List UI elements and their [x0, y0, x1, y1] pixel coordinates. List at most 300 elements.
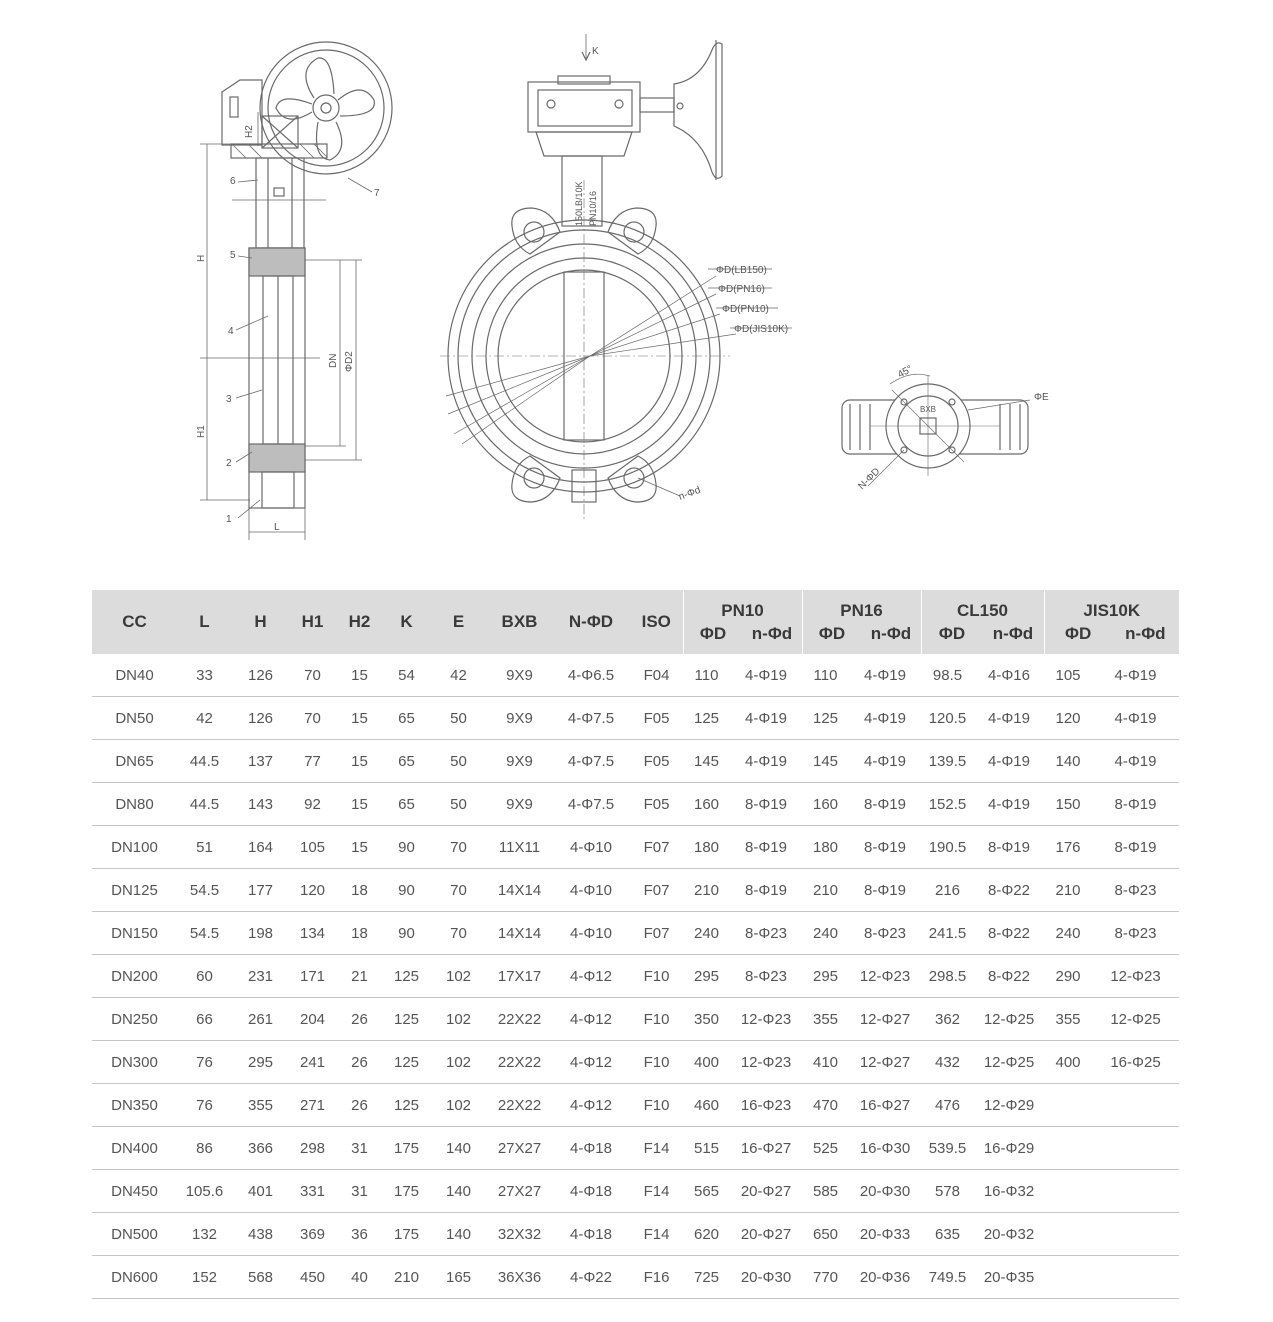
header-l: L — [199, 612, 210, 631]
cell-n-phi-d: 4-Φ7.5 — [552, 697, 630, 740]
cell-l: 152 — [177, 1256, 232, 1299]
cell-h1: 331 — [289, 1170, 336, 1213]
cell-pn10-phi-d: 240 — [683, 912, 730, 955]
label-angle-45: 45° — [896, 363, 915, 381]
cell-jis10k-n-phi-d: 8-Φ23 — [1092, 912, 1179, 955]
cell-pn16-n-phi-d: 8-Φ19 — [849, 783, 921, 826]
cell-h2: 21 — [336, 955, 383, 998]
cell-jis10k-phi-d — [1044, 1213, 1092, 1256]
dim-label-h: H — [196, 254, 207, 262]
cell-pn16-phi-d: 210 — [802, 869, 849, 912]
cell-jis10k-n-phi-d: 12-Φ23 — [1092, 955, 1179, 998]
part-number-7: 7 — [374, 188, 380, 199]
cell-k: 125 — [383, 955, 430, 998]
cell-cl150-phi-d: 190.5 — [921, 826, 974, 869]
cell-cl150-phi-d: 578 — [921, 1170, 974, 1213]
header-group-pn10 — [683, 590, 802, 654]
group-title: JIS10K — [1083, 600, 1141, 620]
cell-pn10-n-phi-d: 8-Φ23 — [730, 955, 802, 998]
cell-pn10-phi-d: 210 — [683, 869, 730, 912]
cell-jis10k-n-phi-d: 4-Φ19 — [1092, 654, 1179, 697]
cell-jis10k-n-phi-d: 8-Φ19 — [1092, 783, 1179, 826]
cell-n-phi-d: 4-Φ12 — [552, 998, 630, 1041]
dim-label-phi-d2: ΦD2 — [344, 351, 355, 372]
cell-jis10k-n-phi-d — [1092, 1127, 1179, 1170]
cell-pn16-phi-d: 470 — [802, 1084, 849, 1127]
cell-n-phi-d: 4-Φ10 — [552, 869, 630, 912]
cell-pn10-n-phi-d: 20-Φ27 — [730, 1213, 802, 1256]
cell-pn16-n-phi-d: 12-Φ27 — [849, 1041, 921, 1084]
header-group-pn16 — [802, 590, 921, 654]
cell-h: 355 — [232, 1084, 289, 1127]
cell-pn16-n-phi-d: 4-Φ19 — [849, 654, 921, 697]
cell-h1: 77 — [289, 740, 336, 783]
cell-n-phi-d: 4-Φ18 — [552, 1127, 630, 1170]
table-header-row — [92, 590, 1179, 654]
cell-jis10k-n-phi-d — [1092, 1256, 1179, 1299]
cell-cl150-phi-d: 120.5 — [921, 697, 974, 740]
cell-iso: F10 — [630, 1084, 683, 1127]
cell-h2: 26 — [336, 998, 383, 1041]
cell-h: 137 — [232, 740, 289, 783]
dim-label-k: K — [592, 46, 599, 57]
group-sub-n-phi-d: n-Φd — [870, 623, 912, 643]
cell-h1: 92 — [289, 783, 336, 826]
dim-label-l: L — [274, 522, 280, 533]
cell-pn16-n-phi-d: 4-Φ19 — [849, 697, 921, 740]
cell-cl150-n-phi-d: 4-Φ19 — [974, 740, 1044, 783]
cell-pn10-n-phi-d: 16-Φ27 — [730, 1127, 802, 1170]
cell-cc: DN350 — [92, 1084, 177, 1127]
cell-e: 70 — [430, 912, 487, 955]
cell-pn10-phi-d: 620 — [683, 1213, 730, 1256]
cell-cl150-phi-d: 216 — [921, 869, 974, 912]
cell-cl150-n-phi-d: 16-Φ32 — [974, 1170, 1044, 1213]
group-title: CL150 — [956, 600, 1009, 620]
cell-k: 65 — [383, 783, 430, 826]
cell-e: 140 — [430, 1213, 487, 1256]
cell-cc: DN600 — [92, 1256, 177, 1299]
cell-n-phi-d: 4-Φ12 — [552, 955, 630, 998]
label-n-phi-d-small: n-Φd — [677, 484, 703, 503]
cell-cc: DN400 — [92, 1127, 177, 1170]
cell-jis10k-phi-d: 290 — [1044, 955, 1092, 998]
cell-pn16-phi-d: 410 — [802, 1041, 849, 1084]
cell-pn16-n-phi-d: 8-Φ19 — [849, 869, 921, 912]
cell-pn16-n-phi-d: 4-Φ19 — [849, 740, 921, 783]
cell-h1: 70 — [289, 697, 336, 740]
group-title: PN16 — [840, 600, 883, 620]
cell-l: 86 — [177, 1127, 232, 1170]
cell-jis10k-phi-d — [1044, 1084, 1092, 1127]
cell-h2: 31 — [336, 1170, 383, 1213]
cell-h: 126 — [232, 697, 289, 740]
cell-pn10-n-phi-d: 12-Φ23 — [730, 1041, 802, 1084]
cell-h: 198 — [232, 912, 289, 955]
cell-jis10k-n-phi-d: 4-Φ19 — [1092, 740, 1179, 783]
cell-k: 125 — [383, 1084, 430, 1127]
cell-h1: 204 — [289, 998, 336, 1041]
cell-n-phi-d: 4-Φ7.5 — [552, 740, 630, 783]
cell-jis10k-phi-d — [1044, 1127, 1092, 1170]
dim-label-h1: H1 — [196, 425, 207, 438]
cell-h: 568 — [232, 1256, 289, 1299]
cell-cl150-n-phi-d: 8-Φ22 — [974, 912, 1044, 955]
table-row — [92, 955, 1179, 998]
cell-cl150-phi-d: 749.5 — [921, 1256, 974, 1299]
cell-e: 102 — [430, 998, 487, 1041]
cell-iso: F04 — [630, 654, 683, 697]
table-row — [92, 740, 1179, 783]
cell-l: 51 — [177, 826, 232, 869]
cell-pn16-phi-d: 110 — [802, 654, 849, 697]
cell-cc: DN100 — [92, 826, 177, 869]
cell-pn16-n-phi-d: 20-Φ33 — [849, 1213, 921, 1256]
cell-l: 33 — [177, 654, 232, 697]
cell-cc: DN40 — [92, 654, 177, 697]
cell-k: 65 — [383, 740, 430, 783]
label-phi-e: ΦE — [1034, 392, 1049, 403]
cell-jis10k-phi-d — [1044, 1256, 1092, 1299]
cell-jis10k-n-phi-d: 12-Φ25 — [1092, 998, 1179, 1041]
cell-e: 50 — [430, 697, 487, 740]
part-number-6: 6 — [230, 176, 236, 187]
cell-h2: 15 — [336, 697, 383, 740]
cell-bxb: 9X9 — [487, 740, 552, 783]
front-view — [440, 34, 792, 520]
cell-iso: F16 — [630, 1256, 683, 1299]
cell-cc: DN80 — [92, 783, 177, 826]
cell-bxb: 9X9 — [487, 783, 552, 826]
cell-e: 70 — [430, 826, 487, 869]
cell-cl150-phi-d: 362 — [921, 998, 974, 1041]
cell-jis10k-phi-d: 240 — [1044, 912, 1092, 955]
cell-cl150-n-phi-d: 16-Φ29 — [974, 1127, 1044, 1170]
cell-h1: 134 — [289, 912, 336, 955]
cell-cc: DN500 — [92, 1213, 177, 1256]
cell-cl150-n-phi-d: 12-Φ25 — [974, 1041, 1044, 1084]
cell-h: 231 — [232, 955, 289, 998]
cell-pn16-phi-d: 355 — [802, 998, 849, 1041]
cell-cc: DN250 — [92, 998, 177, 1041]
cell-pn10-n-phi-d: 8-Φ19 — [730, 783, 802, 826]
cell-k: 175 — [383, 1127, 430, 1170]
group-sub-n-phi-d: n-Φd — [1125, 623, 1166, 643]
header-n-phi-d: N-ΦD — [568, 612, 614, 631]
cell-e: 70 — [430, 869, 487, 912]
header-h1: H1 — [301, 612, 324, 631]
cell-jis10k-phi-d: 120 — [1044, 697, 1092, 740]
cell-pn16-n-phi-d: 8-Φ23 — [849, 912, 921, 955]
cell-l: 60 — [177, 955, 232, 998]
cell-l: 44.5 — [177, 783, 232, 826]
cell-h1: 241 — [289, 1041, 336, 1084]
table-row — [92, 1041, 1179, 1084]
part-number-2: 2 — [226, 458, 232, 469]
cell-cc: DN200 — [92, 955, 177, 998]
cell-pn10-phi-d: 160 — [683, 783, 730, 826]
cell-e: 140 — [430, 1127, 487, 1170]
cell-bxb: 9X9 — [487, 697, 552, 740]
table-row — [92, 912, 1179, 955]
cell-pn10-n-phi-d: 8-Φ23 — [730, 912, 802, 955]
table-row — [92, 1256, 1179, 1299]
cell-cc: DN150 — [92, 912, 177, 955]
cell-pn10-phi-d: 295 — [683, 955, 730, 998]
cell-pn10-n-phi-d: 4-Φ19 — [730, 654, 802, 697]
cell-h: 177 — [232, 869, 289, 912]
cell-h: 401 — [232, 1170, 289, 1213]
dim-label-h2: H2 — [244, 125, 255, 138]
cell-cl150-phi-d: 635 — [921, 1213, 974, 1256]
cell-cl150-phi-d: 98.5 — [921, 654, 974, 697]
cell-jis10k-n-phi-d: 8-Φ19 — [1092, 826, 1179, 869]
dim-label-dn: DN — [328, 353, 339, 368]
cell-cl150-phi-d: 476 — [921, 1084, 974, 1127]
cell-h2: 26 — [336, 1084, 383, 1127]
cell-pn10-n-phi-d: 4-Φ19 — [730, 697, 802, 740]
cell-cl150-n-phi-d: 12-Φ25 — [974, 998, 1044, 1041]
cell-cl150-n-phi-d: 4-Φ19 — [974, 697, 1044, 740]
cell-cl150-phi-d: 139.5 — [921, 740, 974, 783]
cell-k: 175 — [383, 1213, 430, 1256]
cell-jis10k-n-phi-d: 8-Φ23 — [1092, 869, 1179, 912]
cell-e: 102 — [430, 1084, 487, 1127]
cell-pn16-n-phi-d: 20-Φ36 — [849, 1256, 921, 1299]
cell-h: 143 — [232, 783, 289, 826]
table-row — [92, 998, 1179, 1041]
cell-h2: 15 — [336, 740, 383, 783]
cell-cl150-phi-d: 298.5 — [921, 955, 974, 998]
cell-h: 295 — [232, 1041, 289, 1084]
cell-e: 50 — [430, 740, 487, 783]
table-row — [92, 1127, 1179, 1170]
header-h2: H2 — [348, 612, 371, 631]
cell-bxb: 14X14 — [487, 912, 552, 955]
cell-cc: DN125 — [92, 869, 177, 912]
cell-iso: F10 — [630, 998, 683, 1041]
cell-h: 438 — [232, 1213, 289, 1256]
cell-pn16-n-phi-d: 16-Φ30 — [849, 1127, 921, 1170]
header-k: K — [400, 612, 413, 631]
cell-h: 126 — [232, 654, 289, 697]
cell-h2: 15 — [336, 826, 383, 869]
cell-pn16-n-phi-d: 8-Φ19 — [849, 826, 921, 869]
cell-iso: F05 — [630, 697, 683, 740]
header-iso: ISO — [641, 612, 671, 631]
cell-k: 210 — [383, 1256, 430, 1299]
group-sub-phi-d: ΦD — [1065, 623, 1092, 643]
cell-pn10-phi-d: 145 — [683, 740, 730, 783]
cell-n-phi-d: 4-Φ10 — [552, 826, 630, 869]
label-bxb: BXB — [920, 405, 937, 414]
cell-h1: 298 — [289, 1127, 336, 1170]
table-row — [92, 697, 1179, 740]
cell-cl150-n-phi-d: 20-Φ32 — [974, 1213, 1044, 1256]
cell-l: 132 — [177, 1213, 232, 1256]
cell-e: 102 — [430, 1041, 487, 1084]
part-number-3: 3 — [226, 394, 232, 405]
cell-cl150-n-phi-d: 12-Φ29 — [974, 1084, 1044, 1127]
cell-cl150-n-phi-d: 8-Φ19 — [974, 826, 1044, 869]
cell-n-phi-d: 4-Φ18 — [552, 1170, 630, 1213]
table-row — [92, 826, 1179, 869]
part-number-1: 1 — [226, 514, 232, 525]
group-sub-n-phi-d: n-Φd — [751, 623, 793, 643]
cell-e: 165 — [430, 1256, 487, 1299]
cell-n-phi-d: 4-Φ10 — [552, 912, 630, 955]
label-phi-d-pn10: ΦD(PN10) — [722, 304, 769, 315]
cell-h2: 15 — [336, 654, 383, 697]
cell-h1: 70 — [289, 654, 336, 697]
cell-h1: 171 — [289, 955, 336, 998]
cell-pn16-phi-d: 585 — [802, 1170, 849, 1213]
cell-cc: DN300 — [92, 1041, 177, 1084]
label-phi-d-lb150: ΦD(LB150) — [716, 265, 767, 276]
cell-pn10-phi-d: 350 — [683, 998, 730, 1041]
cell-pn16-phi-d: 525 — [802, 1127, 849, 1170]
cell-pn10-phi-d: 725 — [683, 1256, 730, 1299]
cell-cl150-n-phi-d: 20-Φ35 — [974, 1256, 1044, 1299]
cell-l: 76 — [177, 1041, 232, 1084]
cell-e: 50 — [430, 783, 487, 826]
label-phi-d-pn16: ΦD(PN16) — [718, 284, 765, 295]
cell-l: 42 — [177, 697, 232, 740]
cell-bxb: 22X22 — [487, 1041, 552, 1084]
cell-bxb: 36X36 — [487, 1256, 552, 1299]
cell-n-phi-d: 4-Φ22 — [552, 1256, 630, 1299]
cell-cl150-phi-d: 152.5 — [921, 783, 974, 826]
cell-pn10-phi-d: 125 — [683, 697, 730, 740]
cell-n-phi-d: 4-Φ6.5 — [552, 654, 630, 697]
cell-pn16-n-phi-d: 20-Φ30 — [849, 1170, 921, 1213]
cell-cl150-phi-d: 539.5 — [921, 1127, 974, 1170]
cell-bxb: 14X14 — [487, 869, 552, 912]
cell-pn16-phi-d: 145 — [802, 740, 849, 783]
cell-l: 54.5 — [177, 869, 232, 912]
cell-cl150-phi-d: 241.5 — [921, 912, 974, 955]
cell-jis10k-phi-d: 355 — [1044, 998, 1092, 1041]
table-row — [92, 869, 1179, 912]
table-row — [92, 654, 1179, 697]
cell-cl150-n-phi-d: 8-Φ22 — [974, 869, 1044, 912]
cell-jis10k-n-phi-d — [1092, 1213, 1179, 1256]
cell-iso: F10 — [630, 955, 683, 998]
cell-pn16-phi-d: 770 — [802, 1256, 849, 1299]
cell-e: 42 — [430, 654, 487, 697]
pressure-marks-2: PN10/16 — [588, 190, 598, 226]
cell-jis10k-phi-d — [1044, 1170, 1092, 1213]
cell-cl150-n-phi-d: 4-Φ19 — [974, 783, 1044, 826]
cell-l: 44.5 — [177, 740, 232, 783]
cell-k: 90 — [383, 826, 430, 869]
cell-h2: 31 — [336, 1127, 383, 1170]
cell-bxb: 27X27 — [487, 1170, 552, 1213]
table-row — [92, 1084, 1179, 1127]
cell-iso: F10 — [630, 1041, 683, 1084]
cell-pn10-n-phi-d: 4-Φ19 — [730, 740, 802, 783]
cell-pn16-phi-d: 650 — [802, 1213, 849, 1256]
cell-jis10k-phi-d: 176 — [1044, 826, 1092, 869]
cell-h: 366 — [232, 1127, 289, 1170]
cell-pn10-n-phi-d: 16-Φ23 — [730, 1084, 802, 1127]
cell-h1: 105 — [289, 826, 336, 869]
header-cc: CC — [122, 612, 147, 631]
cell-pn10-phi-d: 515 — [683, 1127, 730, 1170]
cell-n-phi-d: 4-Φ18 — [552, 1213, 630, 1256]
group-sub-phi-d: ΦD — [699, 623, 727, 643]
group-sub-n-phi-d: n-Φd — [992, 623, 1034, 643]
cell-n-phi-d: 4-Φ12 — [552, 1041, 630, 1084]
cell-cc: DN65 — [92, 740, 177, 783]
cell-jis10k-phi-d: 140 — [1044, 740, 1092, 783]
cell-e: 140 — [430, 1170, 487, 1213]
cell-iso: F07 — [630, 826, 683, 869]
cell-iso: F14 — [630, 1213, 683, 1256]
cell-cc: DN450 — [92, 1170, 177, 1213]
cell-pn10-phi-d: 400 — [683, 1041, 730, 1084]
cell-h2: 18 — [336, 912, 383, 955]
cell-pn10-n-phi-d: 8-Φ19 — [730, 826, 802, 869]
cell-pn16-phi-d: 160 — [802, 783, 849, 826]
cell-pn16-phi-d: 295 — [802, 955, 849, 998]
group-sub-phi-d: ΦD — [938, 623, 966, 643]
cell-cl150-phi-d: 432 — [921, 1041, 974, 1084]
part-number-4: 4 — [228, 326, 234, 337]
group-title: PN10 — [721, 600, 764, 620]
cell-h1: 271 — [289, 1084, 336, 1127]
cell-h1: 450 — [289, 1256, 336, 1299]
cell-k: 54 — [383, 654, 430, 697]
table-row — [92, 783, 1179, 826]
cell-e: 102 — [430, 955, 487, 998]
table-row — [92, 1170, 1179, 1213]
header-group-cl150 — [921, 590, 1044, 654]
cell-pn10-phi-d: 565 — [683, 1170, 730, 1213]
cell-pn16-phi-d: 125 — [802, 697, 849, 740]
cell-jis10k-phi-d: 105 — [1044, 654, 1092, 697]
cell-h1: 369 — [289, 1213, 336, 1256]
cell-h: 261 — [232, 998, 289, 1041]
group-sub-phi-d: ΦD — [818, 623, 846, 643]
cell-iso: F07 — [630, 869, 683, 912]
cell-iso: F14 — [630, 1127, 683, 1170]
cell-pn16-phi-d: 240 — [802, 912, 849, 955]
cell-iso: F05 — [630, 740, 683, 783]
cell-bxb: 22X22 — [487, 998, 552, 1041]
cell-cl150-n-phi-d: 8-Φ22 — [974, 955, 1044, 998]
cell-k: 125 — [383, 998, 430, 1041]
cell-pn16-n-phi-d: 16-Φ27 — [849, 1084, 921, 1127]
cell-l: 105.6 — [177, 1170, 232, 1213]
cell-iso: F05 — [630, 783, 683, 826]
cell-h2: 40 — [336, 1256, 383, 1299]
cell-k: 125 — [383, 1041, 430, 1084]
cell-jis10k-n-phi-d: 16-Φ25 — [1092, 1041, 1179, 1084]
cell-pn10-n-phi-d: 8-Φ19 — [730, 869, 802, 912]
cell-bxb: 32X32 — [487, 1213, 552, 1256]
cell-h1: 120 — [289, 869, 336, 912]
spec-table — [92, 590, 1179, 1299]
cell-cc: DN50 — [92, 697, 177, 740]
cell-jis10k-phi-d: 400 — [1044, 1041, 1092, 1084]
cell-n-phi-d: 4-Φ12 — [552, 1084, 630, 1127]
cell-bxb: 27X27 — [487, 1127, 552, 1170]
part-number-5: 5 — [230, 250, 236, 261]
table-body — [92, 654, 1179, 1299]
cell-pn16-n-phi-d: 12-Φ27 — [849, 998, 921, 1041]
cell-h: 164 — [232, 826, 289, 869]
